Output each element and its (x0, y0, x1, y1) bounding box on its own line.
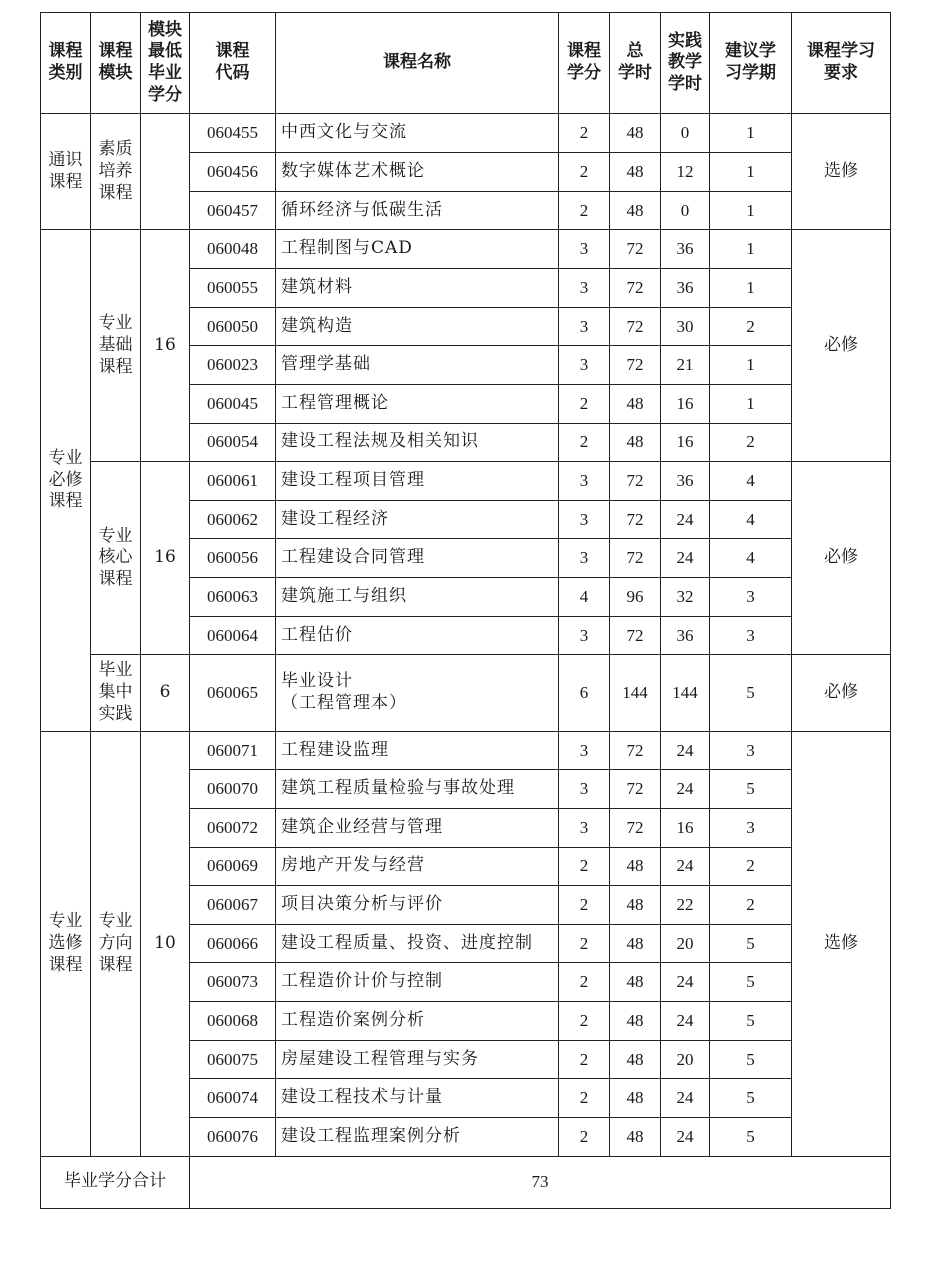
semester-cell: 2 (710, 423, 792, 462)
practice-hours-cell: 36 (661, 462, 710, 501)
course-code-cell: 060050 (190, 307, 276, 346)
course-name-cell: 工程造价案例分析 (276, 1002, 559, 1041)
total-hours-cell: 72 (610, 230, 661, 269)
min-credits-cell: 16 (141, 230, 190, 462)
semester-cell: 1 (710, 114, 792, 153)
course-name-cell: 建筑构造 (276, 307, 559, 346)
practice-hours-cell: 24 (661, 1002, 710, 1041)
course-name-cell: 建设工程项目管理 (276, 462, 559, 501)
course-name-cell: 建设工程监理案例分析 (276, 1118, 559, 1157)
semester-cell: 1 (710, 153, 792, 192)
requirement-cell: 选修 (792, 731, 891, 1156)
header-min-credits: 模块 最低 毕业 学分 (141, 13, 190, 114)
credits-cell: 2 (559, 1002, 610, 1041)
practice-hours-cell: 144 (661, 655, 710, 731)
credits-cell: 3 (559, 616, 610, 655)
credits-cell: 3 (559, 808, 610, 847)
course-code-cell: 060069 (190, 847, 276, 886)
course-name-cell: 管理学基础 (276, 346, 559, 385)
credits-cell: 4 (559, 578, 610, 617)
course-name-cell: 建设工程技术与计量 (276, 1079, 559, 1118)
header-total-hours: 总 学时 (610, 13, 661, 114)
practice-hours-cell: 0 (661, 191, 710, 230)
semester-cell: 5 (710, 655, 792, 731)
header-requirement: 课程学习 要求 (792, 13, 891, 114)
semester-cell: 3 (710, 731, 792, 770)
course-name-cell: 建筑企业经营与管理 (276, 808, 559, 847)
practice-hours-cell: 36 (661, 230, 710, 269)
course-name-cell: 建筑工程质量检验与事故处理 (276, 770, 559, 809)
module-cell: 专业 方向 课程 (91, 731, 141, 1156)
course-code-cell: 060023 (190, 346, 276, 385)
header-code: 课程 代码 (190, 13, 276, 114)
practice-hours-cell: 22 (661, 886, 710, 925)
course-name-cell: 建筑材料 (276, 268, 559, 307)
course-code-cell: 060072 (190, 808, 276, 847)
practice-hours-cell: 20 (661, 924, 710, 963)
course-name-cell: 建设工程法规及相关知识 (276, 423, 559, 462)
course-code-cell: 060068 (190, 1002, 276, 1041)
module-cell: 专业 基础 课程 (91, 230, 141, 462)
course-code-cell: 060063 (190, 578, 276, 617)
total-hours-cell: 48 (610, 153, 661, 192)
semester-cell: 4 (710, 539, 792, 578)
credits-cell: 3 (559, 346, 610, 385)
credits-cell: 2 (559, 886, 610, 925)
table-row (41, 230, 891, 269)
requirement-cell: 必修 (792, 230, 891, 462)
course-code-cell: 060067 (190, 886, 276, 925)
total-hours-cell: 72 (610, 539, 661, 578)
table-row (41, 655, 891, 731)
header-row (41, 13, 891, 114)
semester-cell: 5 (710, 963, 792, 1002)
course-code-cell: 060073 (190, 963, 276, 1002)
semester-cell: 4 (710, 500, 792, 539)
practice-hours-cell: 20 (661, 1040, 710, 1079)
course-name-cell: 项目决策分析与评价 (276, 886, 559, 925)
practice-hours-cell: 24 (661, 539, 710, 578)
header-practice-hours: 实践 教学 学时 (661, 13, 710, 114)
total-hours-cell: 96 (610, 578, 661, 617)
header-credits: 课程 学分 (559, 13, 610, 114)
header-module: 课程 模块 (91, 13, 141, 114)
course-name-cell: 工程制图与CAD (276, 230, 559, 269)
requirement-cell: 必修 (792, 462, 891, 655)
module-cell: 毕业 集中 实践 (91, 655, 141, 731)
credits-cell: 3 (559, 230, 610, 269)
course-code-cell: 060070 (190, 770, 276, 809)
practice-hours-cell: 21 (661, 346, 710, 385)
min-credits-cell: 16 (141, 462, 190, 655)
total-row (41, 1156, 891, 1208)
practice-hours-cell: 24 (661, 847, 710, 886)
course-name-cell: 建设工程经济 (276, 500, 559, 539)
module-cell: 素质 培养 课程 (91, 114, 141, 230)
course-code-cell: 060074 (190, 1079, 276, 1118)
credits-cell: 2 (559, 191, 610, 230)
total-hours-cell: 48 (610, 384, 661, 423)
semester-cell: 5 (710, 1002, 792, 1041)
credits-cell: 3 (559, 539, 610, 578)
course-name-cell: 房地产开发与经营 (276, 847, 559, 886)
practice-hours-cell: 24 (661, 500, 710, 539)
credits-cell: 2 (559, 1118, 610, 1157)
total-hours-cell: 48 (610, 886, 661, 925)
course-name-cell: 中西文化与交流 (276, 114, 559, 153)
course-code-cell: 060456 (190, 153, 276, 192)
credits-cell: 3 (559, 462, 610, 501)
course-name-cell: 工程建设监理 (276, 731, 559, 770)
semester-cell: 2 (710, 847, 792, 886)
credits-cell: 3 (559, 268, 610, 307)
min-credits-cell: 6 (141, 655, 190, 731)
practice-hours-cell: 16 (661, 384, 710, 423)
total-hours-cell: 72 (610, 307, 661, 346)
credits-cell: 6 (559, 655, 610, 731)
total-hours-cell: 48 (610, 963, 661, 1002)
header-category: 课程 类别 (41, 13, 91, 114)
min-credits-cell: 10 (141, 731, 190, 1156)
semester-cell: 1 (710, 230, 792, 269)
credits-cell: 2 (559, 153, 610, 192)
course-name-cell: 工程管理概论 (276, 384, 559, 423)
min-credits-cell (141, 114, 190, 230)
semester-cell: 3 (710, 616, 792, 655)
course-code-cell: 060455 (190, 114, 276, 153)
total-hours-cell: 72 (610, 500, 661, 539)
module-cell: 专业 核心 课程 (91, 462, 141, 655)
course-code-cell: 060054 (190, 423, 276, 462)
course-code-cell: 060055 (190, 268, 276, 307)
credits-cell: 2 (559, 847, 610, 886)
practice-hours-cell: 30 (661, 307, 710, 346)
course-name-cell: 数字媒体艺术概论 (276, 153, 559, 192)
practice-hours-cell: 36 (661, 268, 710, 307)
semester-cell: 4 (710, 462, 792, 501)
course-name-cell: 工程建设合同管理 (276, 539, 559, 578)
credits-cell: 2 (559, 924, 610, 963)
course-code-cell: 060066 (190, 924, 276, 963)
total-hours-cell: 48 (610, 114, 661, 153)
total-hours-cell: 72 (610, 731, 661, 770)
category-cell: 通识 课程 (41, 114, 91, 230)
total-hours-cell: 48 (610, 1079, 661, 1118)
semester-cell: 5 (710, 1118, 792, 1157)
course-code-cell: 060056 (190, 539, 276, 578)
course-code-cell: 060076 (190, 1118, 276, 1157)
course-code-cell: 060065 (190, 655, 276, 731)
practice-hours-cell: 16 (661, 808, 710, 847)
practice-hours-cell: 24 (661, 963, 710, 1002)
practice-hours-cell: 24 (661, 770, 710, 809)
credits-cell: 3 (559, 307, 610, 346)
semester-cell: 1 (710, 384, 792, 423)
semester-cell: 3 (710, 808, 792, 847)
practice-hours-cell: 24 (661, 1079, 710, 1118)
header-name: 课程名称 (276, 13, 559, 114)
semester-cell: 5 (710, 924, 792, 963)
total-hours-cell: 48 (610, 1040, 661, 1079)
total-hours-cell: 72 (610, 616, 661, 655)
practice-hours-cell: 0 (661, 114, 710, 153)
total-hours-cell: 72 (610, 346, 661, 385)
course-code-cell: 060061 (190, 462, 276, 501)
table-row (41, 462, 891, 501)
course-name-cell: 工程造价计价与控制 (276, 963, 559, 1002)
course-code-cell: 060045 (190, 384, 276, 423)
credits-cell: 2 (559, 423, 610, 462)
total-hours-cell: 48 (610, 847, 661, 886)
practice-hours-cell: 24 (661, 1118, 710, 1157)
total-hours-cell: 48 (610, 924, 661, 963)
course-code-cell: 060071 (190, 731, 276, 770)
credits-cell: 3 (559, 770, 610, 809)
credits-cell: 2 (559, 384, 610, 423)
total-hours-cell: 48 (610, 1002, 661, 1041)
total-hours-cell: 72 (610, 808, 661, 847)
credits-cell: 2 (559, 114, 610, 153)
total-hours-cell: 48 (610, 191, 661, 230)
practice-hours-cell: 16 (661, 423, 710, 462)
course-code-cell: 060457 (190, 191, 276, 230)
table-row (41, 731, 891, 770)
course-name-cell: 房屋建设工程管理与实务 (276, 1040, 559, 1079)
semester-cell: 5 (710, 770, 792, 809)
course-code-cell: 060064 (190, 616, 276, 655)
practice-hours-cell: 36 (661, 616, 710, 655)
practice-hours-cell: 24 (661, 731, 710, 770)
semester-cell: 2 (710, 886, 792, 925)
category-cell: 专业 选修 课程 (41, 731, 91, 1156)
course-name-cell: 循环经济与低碳生活 (276, 191, 559, 230)
course-plan-table (40, 12, 891, 1209)
category-cell: 专业 必修 课程 (41, 230, 91, 731)
total-hours-cell: 72 (610, 462, 661, 501)
semester-cell: 1 (710, 191, 792, 230)
total-hours-cell: 144 (610, 655, 661, 731)
total-hours-cell: 48 (610, 423, 661, 462)
requirement-cell: 选修 (792, 114, 891, 230)
course-name-cell: 建设工程质量、投资、进度控制 (276, 924, 559, 963)
practice-hours-cell: 12 (661, 153, 710, 192)
credits-cell: 3 (559, 731, 610, 770)
course-name-cell: 建筑施工与组织 (276, 578, 559, 617)
course-code-cell: 060075 (190, 1040, 276, 1079)
course-name-cell: 毕业设计 （工程管理本） (276, 655, 559, 731)
course-code-cell: 060048 (190, 230, 276, 269)
semester-cell: 1 (710, 346, 792, 385)
semester-cell: 2 (710, 307, 792, 346)
credits-cell: 2 (559, 1040, 610, 1079)
table-row (41, 114, 891, 153)
semester-cell: 5 (710, 1040, 792, 1079)
credits-cell: 2 (559, 1079, 610, 1118)
semester-cell: 1 (710, 268, 792, 307)
total-label: 毕业学分合计 (41, 1156, 190, 1208)
total-hours-cell: 72 (610, 268, 661, 307)
total-hours-cell: 72 (610, 770, 661, 809)
practice-hours-cell: 32 (661, 578, 710, 617)
total-hours-cell: 48 (610, 1118, 661, 1157)
total-value: 73 (190, 1156, 891, 1208)
credits-cell: 3 (559, 500, 610, 539)
semester-cell: 3 (710, 578, 792, 617)
credits-cell: 2 (559, 963, 610, 1002)
header-semester: 建议学 习学期 (710, 13, 792, 114)
semester-cell: 5 (710, 1079, 792, 1118)
requirement-cell: 必修 (792, 655, 891, 731)
course-name-cell: 工程估价 (276, 616, 559, 655)
course-code-cell: 060062 (190, 500, 276, 539)
